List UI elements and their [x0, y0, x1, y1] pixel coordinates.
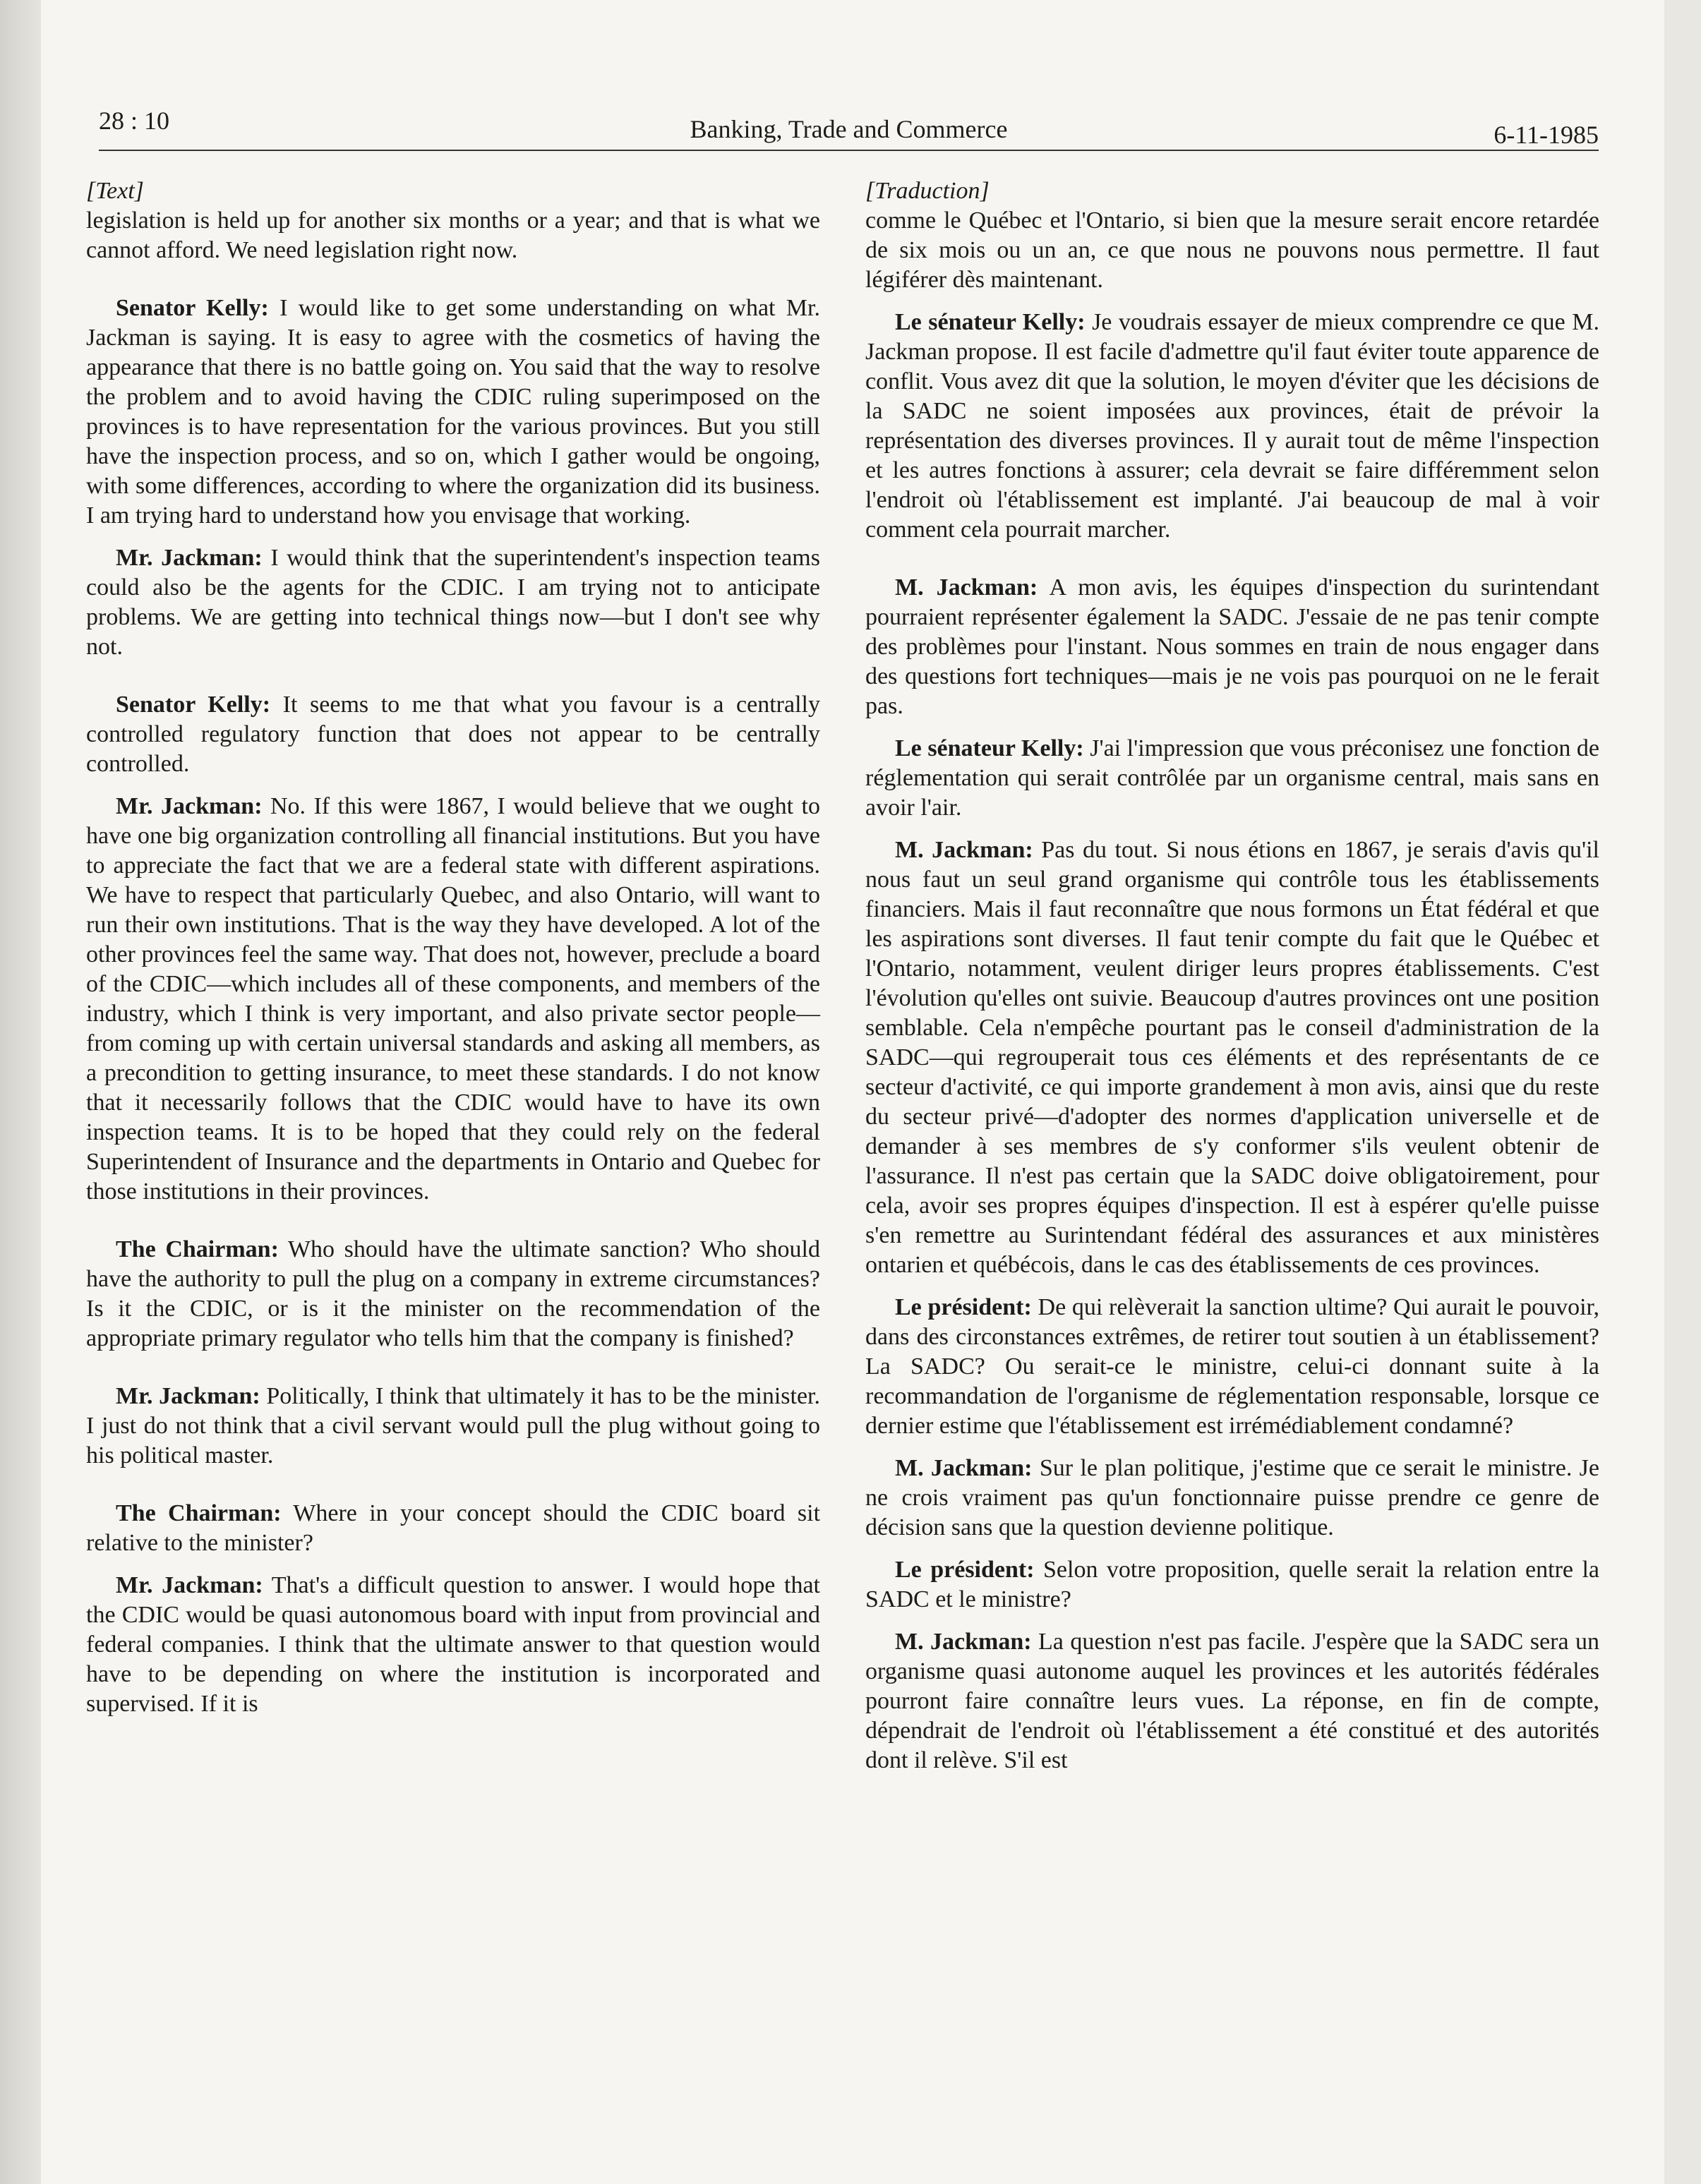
- paragraph: [865, 1627, 1599, 1775]
- paragraph: [86, 1571, 820, 1719]
- speaker-name: Mr. Jackman:: [116, 545, 263, 571]
- paragraph: [865, 1555, 1599, 1615]
- french-column: [865, 176, 1599, 1788]
- speaker-name: Mr. Jackman:: [116, 793, 263, 819]
- speaker-name: The Chairman:: [116, 1500, 282, 1526]
- paragraph-text: De qui relèverait la sanction ultime? Qui aurait le pouvoir, dans des circonstances extrêmes, de retirer tout soutien à un établissement? La SADC? Ou serait-ce le ministre, celui-ci donnant suite à la recommandation de l'organisme de réglementation responsable, lorsque ce dernier estime que l'établissement est irrémédiablement condamné?: [865, 1294, 1600, 1439]
- column-label: [Text]: [86, 178, 144, 204]
- paragraph-text: Pas du tout. Si nous étions en 1867, je serais d'avis qu'il nous faut un seul grand organisme qui contrôle tous les établissements financiers. Mais il faut reconnaître que nous formons un État fédéral et que les aspirations sont diverses. Il faut tenir compte du fait que le Québec et l'Ontario, notamment, veulent diriger leurs propres établissements. C'est l'évolution qu'elles ont suivie. Beaucoup d'autres provinces ont une position semblable. Cela n'empêche pourtant pas le conseil d'administration de la SADC—qui regrouperait tous ces éléments et des représentants de ce secteur d'activité, ce qui importe grandement à mon avis, ainsi que du reste du secteur privé—d'adopter des normes d'application universelle et de demander à ses membres de s'y conformer s'ils veulent obtenir de l'assurance. Il n'est pas certain que la SADC doive obligatoirement, pour cela, avoir ses propres équipes d'inspection. Il est à espérer qu'elle puisse s'en remettre au Surintendant fédéral des assurances et aux ministères ontarien et québécois, dans le cas des établissements de ces provinces.: [865, 837, 1599, 1278]
- paragraph: [865, 206, 1599, 295]
- page-number: 28 : 10: [99, 107, 170, 135]
- speaker-name: Mr. Jackman:: [116, 1572, 263, 1598]
- speaker-name: Senator Kelly:: [116, 295, 269, 321]
- paragraph-text: La question n'est pas facile. J'espère que la SADC sera un organisme quasi autonome auquel les provinces et les autorités fédérales pourront faire connaître leurs vues. La réponse, en fin de compte, dépendrait de l'endroit où l'établissement a été constitué et des autorités dont il relève. S'il est: [865, 1629, 1599, 1773]
- paragraph-text: Where in your concept should the CDIC board sit relative to the minister?: [86, 1500, 821, 1556]
- paragraph-text: Who should have the ultimate sanction? Who should have the authority to pull the plug on a company in extreme circumstances? Is it the CDIC, or is it the minister on the recommendation of the appropriate primary regulator who tells him that the company is finished?: [86, 1236, 820, 1351]
- speaker-name: M. Jackman:: [895, 1455, 1033, 1481]
- speaker-name: M. Jackman:: [895, 574, 1038, 601]
- paragraph: [865, 573, 1599, 721]
- paragraph-text: I would think that the superintendent's inspection teams could also be the agents for the CDIC. I am trying not to anticipate problems. We are getting into technical things now—but I don't see why not.: [86, 545, 820, 660]
- paragraph: [865, 835, 1599, 1280]
- paragraph-text: That's a difficult question to answer. I would hope that the CDIC would be quasi autonomous board with input from provincial and federal companies. I think that the ultimate answer to that question would have to be depending on where the institution is incorporated and supervised. If it is: [86, 1572, 820, 1717]
- english-column: [86, 176, 820, 1732]
- speaker-name: Le président:: [895, 1294, 1032, 1320]
- paragraph-text: Selon votre proposition, quelle serait la relation entre la SADC et le ministre?: [865, 1557, 1599, 1612]
- paragraph: [865, 734, 1599, 823]
- paragraph-text: I would like to get some understanding on what Mr. Jackman is saying. It is easy to agree with the cosmetics of having the appearance that there is no battle going on. You said that the way to resolve the problem and to avoid having the CDIC ruling superimposed on the provinces is to have representation for the various provinces. But you still have the inspection process, and so on, which I gather would be ongoing, with some differences, according to where the organization did its business. I am trying hard to understand how you envisage that working.: [86, 295, 820, 529]
- paragraph-text: legislation is held up for another six months or a year; and that is what we cannot afford. We need legislation right now.: [86, 207, 820, 263]
- speaker-name: Le président:: [895, 1557, 1035, 1583]
- speaker-name: Le sénateur Kelly:: [895, 735, 1084, 761]
- running-title: Banking, Trade and Commerce: [690, 115, 1008, 143]
- paragraph-text: A mon avis, les équipes d'inspection du surintendant pourraient représenter également la SADC. J'essaie de ne pas tenir compte des problèmes pour l'instant. Nous sommes en train de nous engager dans des questions fort techniques—mais je ne vois pas pourquoi on ne le ferait pas.: [865, 574, 1599, 719]
- paragraph: [86, 690, 820, 779]
- column-label: [Traduction]: [865, 178, 990, 204]
- paragraph: [865, 1293, 1599, 1441]
- header-date: 6-11-1985: [1493, 121, 1599, 149]
- speaker-name: Senator Kelly:: [116, 692, 271, 718]
- paragraph: [86, 792, 820, 1207]
- paragraph-text: No. If this were 1867, I would believe that we ought to have one big organization controlling all financial institutions. But you have to appreciate the fact that we are a federal state with different aspirations. We have to respect that particularly Quebec, and also Ontario, will want to run their own institutions. That is the way they have developed. A lot of the other provinces feel the same way. That does not, however, preclude a board of the CDIC—which includes all of these components, and members of the industry, which I think is very important, and also private sector people—from coming up with certain universal standards and asking all members, as a precondition to getting insurance, to meet these standards. I do not know that it necessarily follows that the CDIC would have to have its own inspection teams. It is to be hoped that they could rely on the federal Superintendent of Insurance and the departments in Ontario and Quebec for those institutions in their provinces.: [86, 793, 820, 1205]
- speaker-name: Le sénateur Kelly:: [895, 309, 1086, 335]
- paragraph-text: Politically, I think that ultimately it has to be the minister. I just do not think that a civil servant would pull the plug without going to his political master.: [86, 1383, 820, 1468]
- speaker-name: M. Jackman:: [895, 837, 1033, 863]
- page-header: [99, 100, 1599, 149]
- speaker-name: Mr. Jackman:: [116, 1383, 260, 1409]
- book-spine-shadow: [0, 0, 41, 2184]
- paragraph-text: comme le Québec et l'Ontario, si bien que la mesure serait encore retardée de six mois ou un an, ce que nous ne pouvons nous permettre. Il faut légiférer dès maintenant.: [865, 207, 1599, 293]
- paragraph: [86, 206, 820, 265]
- paragraph-text: Sur le plan politique, j'estime que ce serait le ministre. Je ne crois vraiment pas qu'un fonctionnaire puisse prendre ce genre de décision sans que la question devienne politique.: [865, 1455, 1599, 1540]
- paragraph: [865, 308, 1599, 545]
- paragraph-text: Je voudrais essayer de mieux comprendre ce que M. Jackman propose. Il est facile d'admettre qu'il faut éviter toute apparence de conflit. Vous avez dit que la solution, le moyen d'éviter que les décisions de la SADC ne soient imposées aux provinces, était de prévoir la représentation des diverses provinces. Il y aurait tout de même l'inspection et les autres fonctions à assurer; cela devrait se faire différemment selon l'endroit où l'établissement est implanté. J'ai beaucoup de mal à voir comment cela pourrait marcher.: [865, 309, 1599, 543]
- paragraph: [86, 1235, 820, 1353]
- paragraph: [86, 543, 820, 662]
- header-rule: [99, 150, 1599, 151]
- speaker-name: M. Jackman:: [895, 1629, 1032, 1655]
- paragraph: [86, 294, 820, 531]
- paragraph: [86, 1382, 820, 1471]
- paragraph: [865, 1454, 1599, 1543]
- paragraph: [86, 1499, 820, 1558]
- speaker-name: The Chairman:: [116, 1236, 279, 1262]
- paragraph-text: It seems to me that what you favour is a centrally controlled regulatory function that does not appear to be centrally controlled.: [86, 692, 820, 777]
- paragraph-text: J'ai l'impression que vous préconisez une fonction de réglementation qui serait contrôlée par un organisme central, mais sans en avoir l'air.: [865, 735, 1599, 821]
